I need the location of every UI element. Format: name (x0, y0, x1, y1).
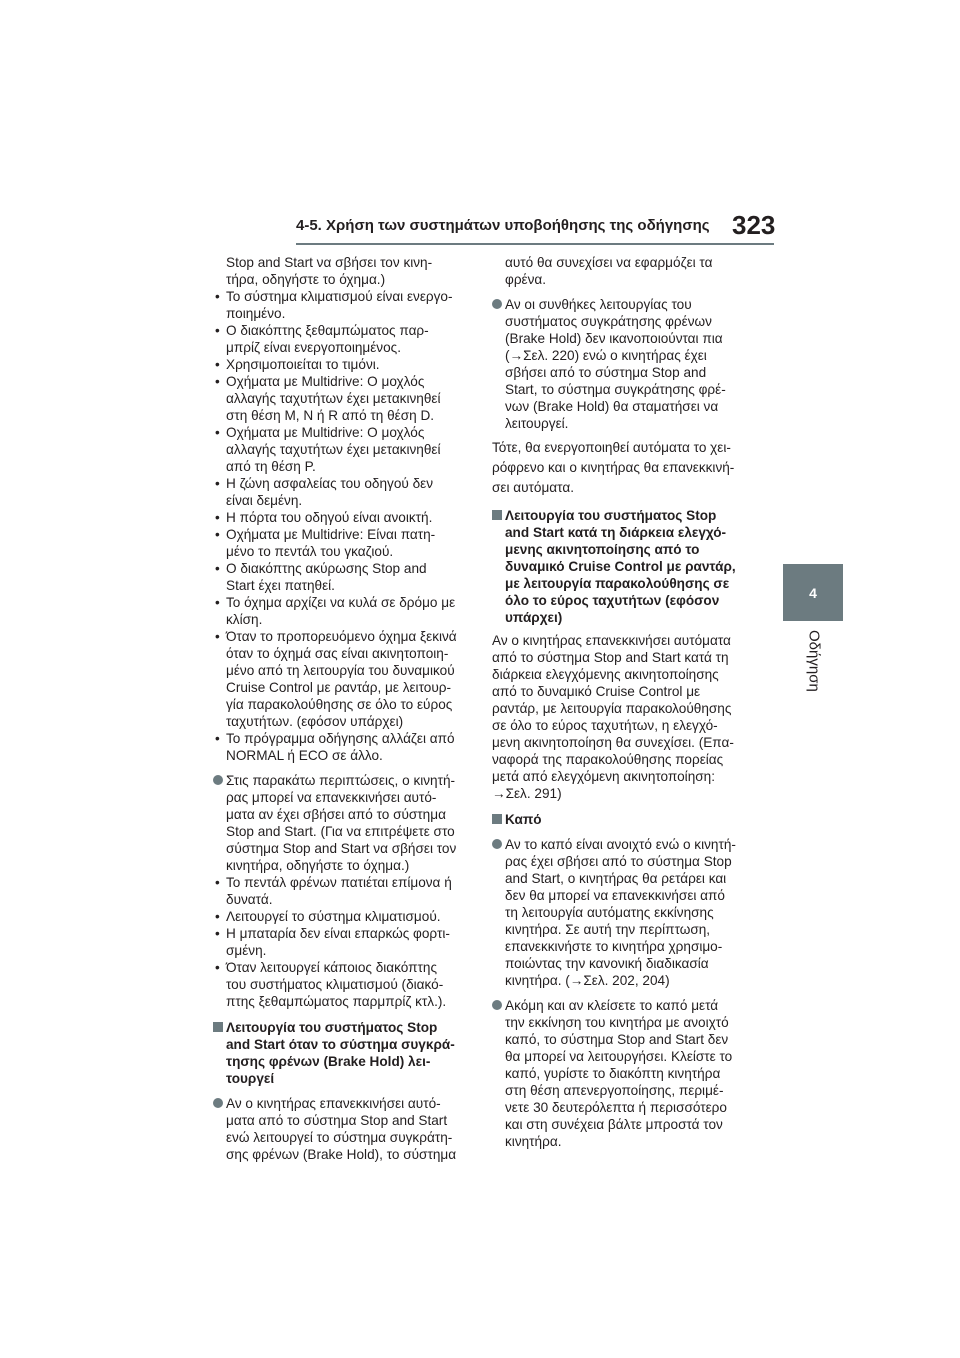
bullet-dot-icon: • (215, 374, 220, 389)
bullet-item (213, 594, 471, 628)
bullet-text: Χρησιμοποιείται το τιμόνι. (226, 357, 380, 372)
square-bullet-icon (213, 1022, 223, 1032)
header-divider (296, 243, 774, 245)
bullet-item (213, 424, 471, 475)
chapter-tab[interactable]: 4 (783, 564, 843, 621)
note-item (492, 836, 758, 989)
bullet-text: Το πεντάλ φρένων πατιέται επίμονα ή δυνατά. (226, 875, 452, 907)
page-reference[interactable]: →Σελ. 291) (492, 786, 562, 801)
bullet-text: Η πόρτα του οδηγού είναι ανοικτή. (226, 510, 433, 525)
bullet-dot-icon: • (215, 875, 220, 890)
note-item (492, 296, 758, 432)
bullet-text: Οχήματα με Multidrive: Ο μοχλός αλλαγής ταχυτήτων έχει μετακινηθεί στη θέση M, N ή R από τη θέση D. (226, 374, 441, 423)
bullet-text: Το πρόγραμμα οδήγησης αλλάζει από NORMAL ή ECO σε άλλο. (226, 731, 455, 763)
bullet-dot-icon: • (215, 731, 220, 746)
bullet-list (213, 288, 471, 764)
circle-bullet-icon (213, 1098, 223, 1108)
note-item (213, 772, 471, 874)
bullet-text: Όταν το προπορευόμενο όχημα ξεκινά όταν το όχημά σας είναι ακινητοποιη- μένο από τη λειτουργία του δυναμικού Cruise Control με ραντάρ, με λειτουρ- γία παρακολούθησης σε όλο το εύρος ταχυτήτων. (εφόσον υπάρχει) (226, 629, 457, 729)
bullet-dot-icon: • (215, 926, 220, 941)
paragraph: Αν ο κινητήρας επανεκκινήσει αυτόματα από το σύστημα Stop and Start κατά τη διάρκεια ελεγχόμενης ακινητοποίησης από το δυναμικό Cruise Control με ραντάρ, με λειτουργία παρακολούθησης σε όλο το εύρος ταχυτήτων, η ελεγχό- μενη ακινητοποίηση θα συνεχίσει. (Επα- ναφορά της παρακολούθησης πορείας μετά από ελεγχόμενη ακινητοποίηση: (492, 633, 734, 784)
bullet-dot-icon: • (215, 476, 220, 491)
note-text: Στις παρακάτω περιπτώσεις, ο κινητή- ρας μπορεί να επανεκκινήσει αυτό- ματα αν έχει σβήσει από το σύστημα Stop and Start. (Για να επιτρέψετε στο σύστημα Stop and Start να σβήσει τον κινητήρα, οδηγήστε το όχημα.) (226, 773, 457, 873)
bullet-text: Ο διακόπτης ξεθαμπώματος παρ- μπρίζ είναι ενεργοποιημένος. (226, 323, 429, 355)
bullet-item (213, 475, 471, 509)
bullet-dot-icon: • (215, 425, 220, 440)
bullet-dot-icon: • (215, 595, 220, 610)
circle-bullet-icon (492, 839, 502, 849)
note-text: Ακόμη και αν κλείσετε το καπό μετά την εκκίνηση του κινητήρα με ανοιχτό καπό, το σύστημα Stop and Start δεν θα μπορεί να λειτουργήσει. Κλείστε το καπό, γυρίστε το διακόπτη κινητήρα στη θέση απενεργοποίησης, περιμέ- νετε 30 δευτερόλεπτα ή περισσότερο και στη συνέχεια βάλτε μπροστά τον κινητήρα. (505, 998, 733, 1149)
chapter-label-text: Οδήγηση (805, 630, 823, 692)
note-text: Αν οι συνθήκες λειτουργίας του συστήματος συγκράτησης φρένων (Brake Hold) δεν ικανοποιούνται πια (→Σελ. 220) ενώ ο κινητήρας έχει σβήσει από το σύστημα Stop and Start, το σύστημα συγκράτησης φρέ- νων (Brake Hold) θα σταματήσει να λειτουργεί. (505, 297, 726, 431)
bullet-item (213, 959, 471, 1010)
heading-text: Λειτουργία του συστήματος Stop and Start κατά τη διάρκεια ελεγχό- μενης ακινητοποίησης από το δυναμικό Cruise Control με ραντάρ, με λειτουργία παρακολούθησης σε όλο το εύρος ταχυτήτων (εφόσον υπάρχει) (505, 508, 736, 625)
bullet-text: Λειτουργεί το σύστημα κλιματισμού. (226, 909, 441, 924)
page-number: 323 (732, 210, 776, 240)
bullet-item (213, 322, 471, 356)
bullet-item (213, 356, 471, 373)
bullet-item (213, 628, 471, 730)
bullet-text: Η μπαταρία δεν είναι επαρκώς φορτι- σμένη. (226, 926, 450, 958)
bullet-dot-icon: • (215, 510, 220, 525)
bullet-item (213, 730, 471, 764)
bullet-dot-icon: • (215, 909, 220, 924)
circle-bullet-icon (492, 1000, 502, 1010)
circle-bullet-icon (492, 299, 502, 309)
bullet-text: Οχήματα με Multidrive: Είναι πατη- μένο το πεντάλ του γκαζιού. (226, 527, 436, 559)
bullet-item (213, 874, 471, 908)
bullet-text: Το όχημα αρχίζει να κυλά σε δρόμο με κλίση. (226, 595, 456, 627)
subsection-heading (213, 1019, 471, 1087)
bullet-list (213, 874, 471, 1010)
bullet-text: Όταν λειτουργεί κάποιος διακόπτης του συστήματος κλιματισμού (διακό- πτης ξεθαμπώματος παρμπρίζ κτλ.). (226, 960, 447, 1009)
bullet-dot-icon: • (215, 289, 220, 304)
paragraph: Τότε, θα ενεργοποιηθεί αυτόματα το χει- ρόφρενο και ο κινητήρας θα επανεκκινή- σει αυτόματα. (492, 440, 735, 495)
bullet-dot-icon: • (215, 561, 220, 576)
bullet-text: Ο διακόπτης ακύρωσης Stop and Start έχει πατηθεί. (226, 561, 427, 593)
note-item (213, 1095, 471, 1163)
bullet-dot-icon: • (215, 323, 220, 338)
heading-text: Καπό (505, 812, 542, 827)
bullet-text: Οχήματα με Multidrive: Ο μοχλός αλλαγής ταχυτήτων έχει μετακινηθεί από τη θέση P. (226, 425, 441, 474)
bullet-item (213, 560, 471, 594)
note-text: Αν ο κινητήρας επανεκκινήσει αυτό- ματα από το σύστημα Stop and Start ενώ λειτουργεί το σύστημα συγκράτη- σης φρένων (Brake Hold), το σύστημα (226, 1096, 457, 1162)
subsection-heading (492, 507, 758, 626)
bullet-dot-icon: • (215, 629, 220, 644)
circle-bullet-icon (213, 775, 223, 785)
bullet-text: Η ζώνη ασφαλείας του οδηγού δεν είναι δεμένη. (226, 476, 434, 508)
bullet-item (213, 509, 471, 526)
bullet-item (213, 908, 471, 925)
bullet-dot-icon: • (215, 960, 220, 975)
bullet-dot-icon: • (215, 527, 220, 542)
right-column (492, 254, 758, 1150)
continued-text: Stop and Start να σβήσει τον κινη- τήρα, οδηγήστε το όχημα.) (226, 255, 433, 287)
section-title: 4-5. Χρήση των συστημάτων υποβοήθησης της οδήγησης (296, 217, 710, 234)
subsection-heading (492, 811, 758, 828)
bullet-text: Το σύστημα κλιματισμού είναι ενεργο- ποιημένο. (226, 289, 453, 321)
square-bullet-icon (492, 814, 502, 824)
square-bullet-icon (492, 510, 502, 520)
bullet-item (213, 526, 471, 560)
note-item (492, 997, 758, 1150)
bullet-dot-icon: • (215, 357, 220, 372)
heading-text: Λειτουργία του συστήματος Stop and Start όταν το σύστημα συγκρά- τησης φρένων (Brake Hold) λει- τουργεί (226, 1020, 455, 1086)
bullet-item (213, 288, 471, 322)
note-text: Αν το καπό είναι ανοιχτό ενώ ο κινητή- ρας έχει σβήσει από το σύστημα Stop and Start, ο κινητήρας θα ρετάρει και δεν θα μπορεί να επανεκκινήσει από τη λειτουργία αυτόματης εκκίνησης κινητήρα. Σε αυτή την περίπτωση, επανεκκινήστε το κινητήρα χρησιμο- ποιώντας την κανονική διαδικασία κινητήρα. (→Σελ. 202, 204) (505, 837, 736, 988)
left-column (213, 254, 471, 1163)
chapter-label (774, 630, 854, 750)
continued-text: αυτό θα συνεχίσει να εφαρμόζει τα φρένα. (505, 255, 713, 287)
bullet-item (213, 373, 471, 424)
bullet-item (213, 925, 471, 959)
